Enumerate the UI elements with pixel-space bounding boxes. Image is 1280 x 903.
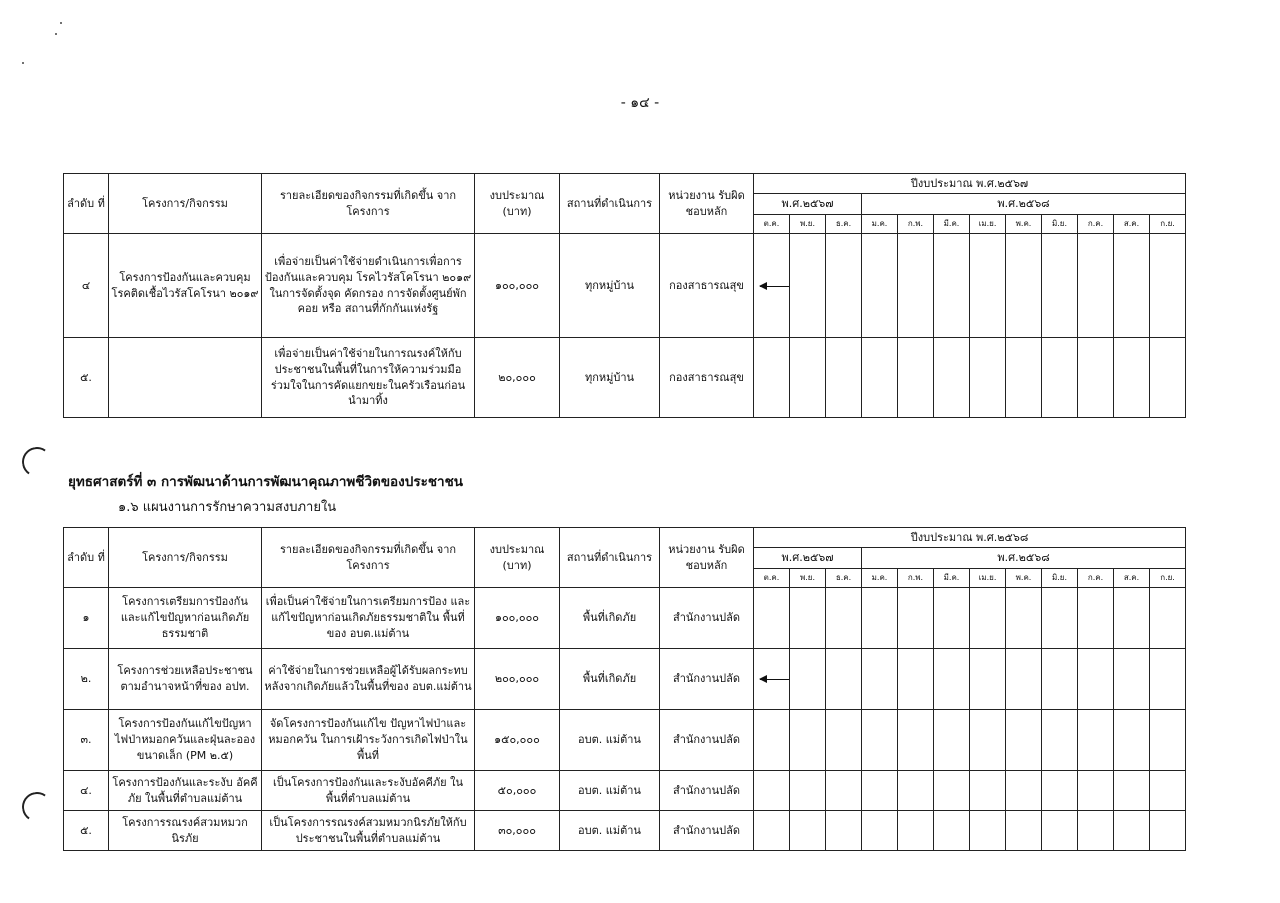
timeline-cell bbox=[790, 588, 826, 649]
project-name: โครงการป้องกันแก้ไขปัญหา ไฟป่าหมอกควันและฝุ่นละออง ขนาดเล็ก (PM ๒.๕) bbox=[109, 710, 262, 771]
timeline-cell bbox=[1114, 588, 1150, 649]
punch-hole-icon bbox=[20, 445, 55, 480]
timeline-cell bbox=[1006, 710, 1042, 771]
timeline-cell bbox=[1078, 771, 1114, 811]
header-detail: รายละเอียดของกิจกรรมที่เกิดขึ้น จากโครงการ bbox=[262, 174, 475, 234]
timeline-cell bbox=[1042, 811, 1078, 851]
scan-speck bbox=[60, 22, 62, 24]
row-number: ๓. bbox=[64, 710, 109, 771]
timeline-cell bbox=[790, 771, 826, 811]
header-detail: รายละเอียดของกิจกรรมที่เกิดขึ้น จากโครงการ bbox=[262, 528, 475, 588]
timeline-cell bbox=[862, 338, 898, 418]
timeline-cell bbox=[1042, 710, 1078, 771]
month-header: ธ.ค. bbox=[826, 569, 862, 588]
timeline-cell bbox=[1114, 811, 1150, 851]
timeline-cell bbox=[1150, 710, 1186, 771]
timeline-cell bbox=[1114, 771, 1150, 811]
timeline-cell bbox=[1114, 234, 1150, 338]
table-row bbox=[64, 771, 1186, 811]
timeline-cell bbox=[970, 588, 1006, 649]
project-detail: ค่าใช้จ่ายในการช่วยเหลือผู้ได้รับผลกระทบ หลังจากเกิดภัยแล้วในพื้นที่ของ อบต.แม่ต้าน bbox=[262, 649, 475, 710]
timeline-cell bbox=[1150, 588, 1186, 649]
project-name: โครงการป้องกันและระงับ อัคคีภัย ในพื้นที่ตำบลแม่ต้าน bbox=[109, 771, 262, 811]
month-header: ต.ค. bbox=[754, 569, 790, 588]
timeline-cell bbox=[1078, 811, 1114, 851]
timeline-cell bbox=[898, 710, 934, 771]
unit-value: สำนักงานปลัด bbox=[660, 710, 754, 771]
row-number: ๑ bbox=[64, 588, 109, 649]
project-name: โครงการรณรงค์สวมหมวก นิรภัย bbox=[109, 811, 262, 851]
budget-value: ๓๐,๐๐๐ bbox=[475, 811, 560, 851]
timeline-cell bbox=[934, 710, 970, 771]
timeline-cell bbox=[1078, 710, 1114, 771]
month-header: ม.ค. bbox=[862, 569, 898, 588]
project-detail: เพื่อเป็นค่าใช้จ่ายในการเตรียมการป้อง และแก้ไขปัญหาก่อนเกิดภัยธรรมชาติใน พื้นที่ ของ อบต.แม่ต้าน bbox=[262, 588, 475, 649]
month-header: ก.ย. bbox=[1150, 569, 1186, 588]
timeline-cell bbox=[862, 649, 898, 710]
header-project: โครงการ/กิจกรรม bbox=[109, 174, 262, 234]
project-name: โครงการป้องกันและควบคุม โรคติดเชื้อไวรัสโคโรนา ๒๐๑๙ bbox=[109, 234, 262, 338]
unit-value: สำนักงานปลัด bbox=[660, 588, 754, 649]
budget-value: ๑๐๐,๐๐๐ bbox=[475, 234, 560, 338]
table-row bbox=[64, 811, 1186, 851]
project-detail: เป็นโครงการป้องกันและระงับอัคคีภัย ในพื้นที่ตำบลแม่ต้าน bbox=[262, 771, 475, 811]
year-a-header: พ.ศ.๒๕๖๗ bbox=[754, 194, 862, 215]
month-header: มี.ค. bbox=[934, 215, 970, 234]
plan-subtitle: ๑.๖ แผนงานการรักษาความสงบภายใน bbox=[118, 500, 337, 515]
unit-value: สำนักงานปลัด bbox=[660, 649, 754, 710]
header-unit: หน่วยงาน รับผิดชอบหลัก bbox=[660, 528, 754, 588]
timeline-cell bbox=[1006, 234, 1042, 338]
timeline-cell bbox=[754, 234, 790, 338]
header-order: ลำดับ ที่ bbox=[64, 174, 109, 234]
page-number: - ๑๔ - bbox=[620, 95, 660, 111]
timeline-cell bbox=[826, 649, 862, 710]
month-header: มิ.ย. bbox=[1042, 215, 1078, 234]
fiscal-year-header: ปีงบประมาณ พ.ศ.๒๕๖๗ bbox=[754, 174, 1186, 194]
timeline-cell bbox=[1042, 771, 1078, 811]
timeline-cell bbox=[898, 811, 934, 851]
month-header: ธ.ค. bbox=[826, 215, 862, 234]
timeline-cell bbox=[1006, 588, 1042, 649]
place-value: พื้นที่เกิดภัย bbox=[560, 649, 660, 710]
timeline-cell bbox=[862, 771, 898, 811]
timeline-cell bbox=[934, 338, 970, 418]
punch-hole-icon bbox=[20, 790, 55, 825]
timeline-cell bbox=[1114, 649, 1150, 710]
schedule-arrow bbox=[760, 286, 790, 287]
timeline-cell bbox=[934, 234, 970, 338]
month-header: ส.ค. bbox=[1114, 215, 1150, 234]
month-header: พ.ค. bbox=[1006, 215, 1042, 234]
timeline-cell bbox=[934, 588, 970, 649]
timeline-cell bbox=[1006, 811, 1042, 851]
table-row bbox=[64, 234, 1186, 338]
month-header: พ.ย. bbox=[790, 215, 826, 234]
timeline-cell bbox=[754, 588, 790, 649]
place-value: อบต. แม่ต้าน bbox=[560, 710, 660, 771]
plan-table-2 bbox=[63, 527, 1186, 851]
month-header: เม.ย. bbox=[970, 215, 1006, 234]
place-value: พื้นที่เกิดภัย bbox=[560, 588, 660, 649]
place-value: อบต. แม่ต้าน bbox=[560, 811, 660, 851]
timeline-cell bbox=[790, 710, 826, 771]
timeline-cell bbox=[826, 710, 862, 771]
schedule-arrow bbox=[760, 679, 790, 680]
place-value: ทุกหมู่บ้าน bbox=[560, 338, 660, 418]
timeline-cell bbox=[898, 771, 934, 811]
timeline-cell bbox=[970, 338, 1006, 418]
timeline-cell bbox=[898, 338, 934, 418]
timeline-cell bbox=[826, 234, 862, 338]
timeline-cell bbox=[898, 649, 934, 710]
timeline-cell bbox=[862, 234, 898, 338]
timeline-cell bbox=[826, 588, 862, 649]
row-number: ๕. bbox=[64, 338, 109, 418]
month-header: ส.ค. bbox=[1114, 569, 1150, 588]
row-number: ๒. bbox=[64, 649, 109, 710]
header-place: สถานที่ดำเนินการ bbox=[560, 174, 660, 234]
project-detail: เพื่อจ่ายเป็นค่าใช้จ่ายดำเนินการเพื่อการ ป้องกันและควบคุม โรคไวรัสโคโรนา ๒๐๑๙ ในการจัดตั้งจุด คัดกรอง การจัดตั้งศูนย์พักคอย หรือ สถานที่กักกันแห่งรัฐ bbox=[262, 234, 475, 338]
table-row bbox=[64, 338, 1186, 418]
timeline-cell bbox=[1114, 338, 1150, 418]
place-value: ทุกหมู่บ้าน bbox=[560, 234, 660, 338]
timeline-cell bbox=[754, 811, 790, 851]
month-header: ก.ค. bbox=[1078, 569, 1114, 588]
timeline-cell bbox=[826, 771, 862, 811]
timeline-cell bbox=[1078, 649, 1114, 710]
timeline-cell bbox=[790, 338, 826, 418]
strategy-title: ยุทธศาสตร์ที่ ๓ การพัฒนาด้านการพัฒนาคุณภาพชีวิตของประชาชน bbox=[68, 474, 463, 490]
unit-value: กองสาธารณสุข bbox=[660, 338, 754, 418]
unit-value: สำนักงานปลัด bbox=[660, 771, 754, 811]
timeline-cell bbox=[1006, 649, 1042, 710]
timeline-cell bbox=[754, 649, 790, 710]
timeline-cell bbox=[970, 649, 1006, 710]
timeline-cell bbox=[1150, 234, 1186, 338]
year-b-header: พ.ศ.๒๕๖๘ bbox=[862, 194, 1186, 215]
timeline-cell bbox=[754, 338, 790, 418]
table-row bbox=[64, 710, 1186, 771]
row-number: ๕. bbox=[64, 811, 109, 851]
month-header: พ.ค. bbox=[1006, 569, 1042, 588]
month-header: ต.ค. bbox=[754, 215, 790, 234]
row-number: ๔ bbox=[64, 234, 109, 338]
header-budget: งบประมาณ (บาท) bbox=[475, 528, 560, 588]
month-header: ก.ย. bbox=[1150, 215, 1186, 234]
plan-table-1 bbox=[63, 173, 1186, 418]
budget-value: ๑๕๐,๐๐๐ bbox=[475, 710, 560, 771]
timeline-cell bbox=[1150, 338, 1186, 418]
timeline-cell bbox=[790, 234, 826, 338]
timeline-cell bbox=[754, 710, 790, 771]
project-detail: เพื่อจ่ายเป็นค่าใช้จ่ายในการณรงค์ให้กับ ประชาชนในพื้นที่ในการให้ความร่วมมือ ร่วมใจในการคัดแยกขยะในครัวเรือนก่อน นำมาทิ้ง bbox=[262, 338, 475, 418]
project-name: โครงการเตรียมการป้องกัน และแก้ไขปัญหาก่อนเกิดภัย ธรรมชาติ bbox=[109, 588, 262, 649]
scan-speck bbox=[55, 33, 57, 35]
timeline-cell bbox=[1006, 338, 1042, 418]
project-detail: เป็นโครงการรณรงค์สวมหมวกนิรภัยให้กับ ประชาชนในพื้นที่ตำบลแม่ต้าน bbox=[262, 811, 475, 851]
row-number: ๔. bbox=[64, 771, 109, 811]
month-header: ก.ค. bbox=[1078, 215, 1114, 234]
header-project: โครงการ/กิจกรรม bbox=[109, 528, 262, 588]
timeline-cell bbox=[1078, 588, 1114, 649]
timeline-cell bbox=[862, 811, 898, 851]
header-place: สถานที่ดำเนินการ bbox=[560, 528, 660, 588]
header-order: ลำดับ ที่ bbox=[64, 528, 109, 588]
timeline-cell bbox=[1150, 649, 1186, 710]
timeline-cell bbox=[898, 588, 934, 649]
timeline-cell bbox=[826, 338, 862, 418]
timeline-cell bbox=[1150, 811, 1186, 851]
year-a-header: พ.ศ.๒๕๖๗ bbox=[754, 548, 862, 569]
unit-value: สำนักงานปลัด bbox=[660, 811, 754, 851]
timeline-cell bbox=[934, 771, 970, 811]
year-b-header: พ.ศ.๒๕๖๘ bbox=[862, 548, 1186, 569]
timeline-cell bbox=[1078, 338, 1114, 418]
month-header: มี.ค. bbox=[934, 569, 970, 588]
budget-value: ๕๐,๐๐๐ bbox=[475, 771, 560, 811]
timeline-cell bbox=[1042, 338, 1078, 418]
timeline-cell bbox=[970, 771, 1006, 811]
budget-value: ๒๐๐,๐๐๐ bbox=[475, 649, 560, 710]
fiscal-year-header: ปีงบประมาณ พ.ศ.๒๕๖๘ bbox=[754, 528, 1186, 548]
timeline-cell bbox=[1042, 588, 1078, 649]
budget-value: ๒๐,๐๐๐ bbox=[475, 338, 560, 418]
table-row bbox=[64, 588, 1186, 649]
month-header: เม.ย. bbox=[970, 569, 1006, 588]
project-name: โครงการช่วยเหลือประชาชน ตามอำนาจหน้าที่ของ อปท. bbox=[109, 649, 262, 710]
unit-value: กองสาธารณสุข bbox=[660, 234, 754, 338]
timeline-cell bbox=[934, 811, 970, 851]
project-detail: จัดโครงการป้องกันแก้ไข ปัญหาไฟป่าและ หมอกควัน ในการเฝ้าระวังการเกิดไฟป่าใน พื้นที่ bbox=[262, 710, 475, 771]
place-value: อบต. แม่ต้าน bbox=[560, 771, 660, 811]
timeline-cell bbox=[1042, 234, 1078, 338]
timeline-cell bbox=[970, 710, 1006, 771]
budget-value: ๑๐๐,๐๐๐ bbox=[475, 588, 560, 649]
month-header: พ.ย. bbox=[790, 569, 826, 588]
month-header: มิ.ย. bbox=[1042, 569, 1078, 588]
timeline-cell bbox=[790, 811, 826, 851]
timeline-cell bbox=[898, 234, 934, 338]
timeline-cell bbox=[1150, 771, 1186, 811]
timeline-cell bbox=[1114, 710, 1150, 771]
timeline-cell bbox=[970, 811, 1006, 851]
timeline-cell bbox=[862, 710, 898, 771]
month-header: ก.พ. bbox=[898, 215, 934, 234]
project-name bbox=[109, 338, 262, 418]
timeline-cell bbox=[970, 234, 1006, 338]
table-row bbox=[64, 649, 1186, 710]
month-header: ม.ค. bbox=[862, 215, 898, 234]
month-header: ก.พ. bbox=[898, 569, 934, 588]
timeline-cell bbox=[826, 811, 862, 851]
timeline-cell bbox=[754, 771, 790, 811]
timeline-cell bbox=[934, 649, 970, 710]
timeline-cell bbox=[790, 649, 826, 710]
header-budget: งบประมาณ (บาท) bbox=[475, 174, 560, 234]
timeline-cell bbox=[1042, 649, 1078, 710]
timeline-cell bbox=[1006, 771, 1042, 811]
scan-speck bbox=[22, 62, 24, 64]
timeline-cell bbox=[862, 588, 898, 649]
header-unit: หน่วยงาน รับผิดชอบหลัก bbox=[660, 174, 754, 234]
timeline-cell bbox=[1078, 234, 1114, 338]
